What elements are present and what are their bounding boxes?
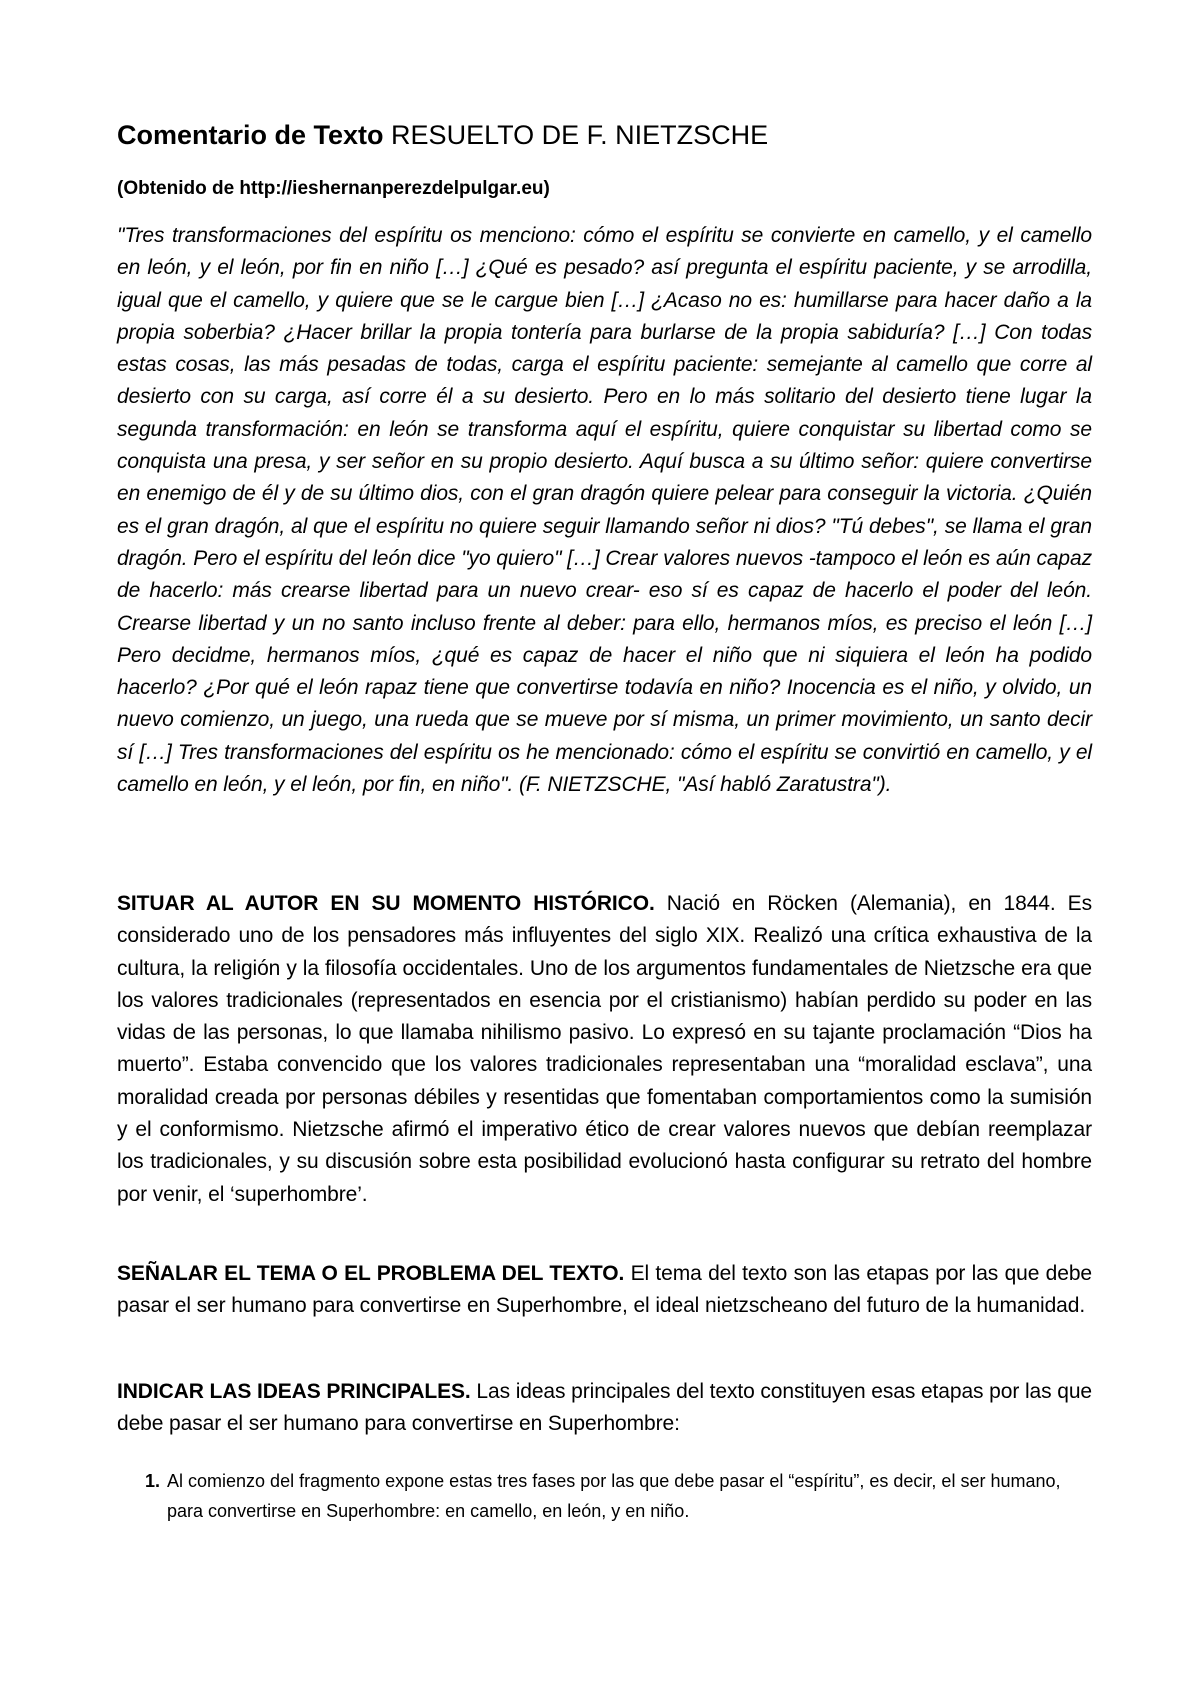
quoted-text: "Tres transformaciones del espíritu os menciono: cómo el espíritu se convierte en camello, y el camello en león, y el león, por fin en niño […] ¿Qué es pesado? así pregunta el espíritu paciente, y se arrodilla, igual que el camello, y quiere que se le cargue bien […] ¿Acaso no es: humillarse para hacer daño a la propia soberbia? ¿Hacer brillar la propia tontería para burlarse de la propia sabiduría? […] Con todas estas cosas, las más pesadas de todas, carga el espíritu paciente: semejante al camello que corre al desierto con su carga, así corre él a su desierto. Pero en lo más solitario del desierto tiene lugar la segunda transformación: en león se transforma aquí el espíritu, quiere conquistar su libertad como se conquista una presa, y ser señor en su propio desierto. Aquí busca a su último señor: quiere convertirse en enemigo de él y de su último dios, con el gran dragón quiere pelear para conseguir la victoria. ¿Quién es el gran dragón, al que el espíritu no quiere seguir llamando señor ni dios? "Tú debes", se llama el gran dragón. Pero el espíritu del león dice "yo quiero" […] Crear valores nuevos -tampoco el león es aún capaz de hacerlo: más crearse libertad para un nuevo crear- eso sí es capaz de hacerlo el poder del león. Crearse libertad y un no santo incluso frente al deber: para ello, hermanos míos, es preciso el león […] Pero decidme, hermanos míos, ¿qué es capaz de hacer el niño que ni siquiera el león ha podido hacerlo? ¿Por qué el león rapaz tiene que convertirse todavía en niño? Inocencia es el niño, y olvido, un nuevo comienzo, un juego, una rueda que se mueve por sí misma, un primer movimiento, un santo decir sí […] Tres transformaciones del espíritu os he mencionado: cómo el espíritu se convirtió en camello, y el camello en león, y el león, por fin, en niño". (F. NIETZSCHE, "Así habló Zaratustra"). (117, 224, 1092, 797)
section-tema-heading: SEÑALAR EL TEMA O EL PROBLEMA DEL TEXTO. (117, 1262, 625, 1285)
section-autor-heading: SITUAR AL AUTOR EN SU MOMENTO HISTÓRICO. (117, 892, 655, 915)
section-ideas-heading: INDICAR LAS IDEAS PRINCIPALES. (117, 1380, 471, 1403)
section-ideas-body: Las ideas principales del texto constituyen esas etapas por las que debe pasar el ser humano para convertirse en Superhombre: (117, 1380, 1092, 1436)
list-item (145, 1466, 1092, 1526)
list-item-text: Al comienzo del fragmento expone estas tres fases por las que debe pasar el “espíritu”, es decir, el ser humano, para convertirse en Superhombre: en camello, en león, y en niño. (167, 1471, 1061, 1521)
list-item-number: 1. (145, 1471, 161, 1491)
title-main: Comentario de Texto (117, 120, 384, 150)
section-ideas (117, 1376, 1092, 1441)
section-tema-body: El tema del texto son las etapas por las que debe pasar el ser humano para convertirse en Superhombre, el ideal nietzscheano del futuro de la humanidad. (117, 1262, 1092, 1318)
document-title (117, 118, 768, 152)
title-subtitle: RESUELTO DE F. NIETZSCHE (383, 120, 769, 150)
ideas-list (145, 1466, 1092, 1526)
source-citation: (Obtenido de http://ieshernanperezdelpulgar.eu) (117, 178, 550, 199)
section-tema (117, 1258, 1092, 1323)
section-autor-body: Nació en Röcken (Alemania), en 1844. Es considerado uno de los pensadores más influyentes del siglo XIX. Realizó una crítica exhaustiva de la cultura, la religión y la filosofía occidentales. Uno de los argumentos fundamentales de Nietzsche era que los valores tradicionales (representados en esencia por el cristianismo) habían perdido su poder en las vidas de las personas, lo que llamaba nihilismo pasivo. Lo expresó en su tajante proclamación “Dios ha muerto”. Estaba convencido que los valores tradicionales representaban una “moralidad esclava”, una moralidad creada por personas débiles y resentidas que fomentaban comportamientos como la sumisión y el conformismo. Nietzsche afirmó el imperativo ético de crear valores nuevos que debían reemplazar los tradicionales, y su discusión sobre esta posibilidad evolucionó hasta configurar su retrato del hombre por venir, el ‘superhombre’. (117, 892, 1092, 1206)
section-autor (117, 888, 1092, 1211)
